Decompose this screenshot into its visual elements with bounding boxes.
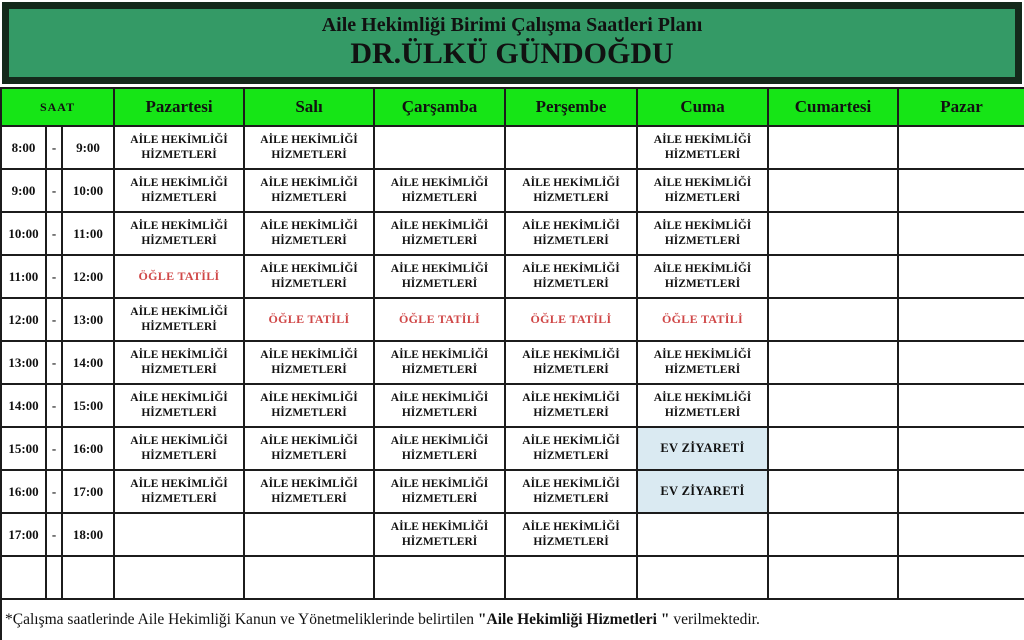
- time-end: 10:00: [62, 169, 114, 212]
- schedule-cell-carsamba-1700: AİLE HEKİMLİĞİ HİZMETLERİ: [374, 513, 505, 556]
- schedule-cell-cumartesi-1100: [768, 255, 898, 298]
- footnote-suffix: verilmektedir.: [669, 611, 760, 628]
- schedule-cell-cuma-1600: EV ZİYARETİ: [637, 470, 768, 513]
- time-end: 11:00: [62, 212, 114, 255]
- schedule-cell-cumartesi-1500: [768, 427, 898, 470]
- schedule-cell-pazartesi-1700: [114, 513, 244, 556]
- schedule-cell-pazar-1600: [898, 470, 1024, 513]
- schedule-cell-pazartesi-1500: AİLE HEKİMLİĞİ HİZMETLERİ: [114, 427, 244, 470]
- schedule-cell-sali-1200: ÖĞLE TATİLİ: [244, 298, 374, 341]
- schedule-cell-pazartesi-1300: AİLE HEKİMLİĞİ HİZMETLERİ: [114, 341, 244, 384]
- schedule-cell-persembe-1200: ÖĞLE TATİLİ: [505, 298, 637, 341]
- table-row: [1, 212, 1024, 255]
- table-row: [1, 556, 1024, 599]
- column-header-pazar: Pazar: [898, 88, 1024, 126]
- table-row: [1, 255, 1024, 298]
- time-dash: -: [46, 212, 62, 255]
- schedule-cell-pazar-1200: [898, 298, 1024, 341]
- schedule-cell-pazar-1100: [898, 255, 1024, 298]
- time-start: 11:00: [1, 255, 46, 298]
- schedule-cell-cuma-800: AİLE HEKİMLİĞİ HİZMETLERİ: [637, 126, 768, 169]
- schedule-cell-pazartesi-1600: AİLE HEKİMLİĞİ HİZMETLERİ: [114, 470, 244, 513]
- schedule-cell-cumartesi-900: [768, 169, 898, 212]
- schedule-cell-pazartesi-1000: AİLE HEKİMLİĞİ HİZMETLERİ: [114, 212, 244, 255]
- schedule-cell-sali-1300: AİLE HEKİMLİĞİ HİZMETLERİ: [244, 341, 374, 384]
- time-start: 12:00: [1, 298, 46, 341]
- schedule-cell-cuma-1500: EV ZİYARETİ: [637, 427, 768, 470]
- schedule-cell-cuma-900: AİLE HEKİMLİĞİ HİZMETLERİ: [637, 169, 768, 212]
- schedule-cell-cuma-extra: [637, 556, 768, 599]
- plan-title: Aile Hekimliği Birimi Çalışma Saatleri Planı: [321, 14, 703, 36]
- column-header-saat: SAAT: [1, 88, 114, 126]
- schedule-cell-persembe-1700: AİLE HEKİMLİĞİ HİZMETLERİ: [505, 513, 637, 556]
- time-end: 17:00: [62, 470, 114, 513]
- schedule-cell-pazartesi-800: AİLE HEKİMLİĞİ HİZMETLERİ: [114, 126, 244, 169]
- schedule-cell-cuma-1300: AİLE HEKİMLİĞİ HİZMETLERİ: [637, 341, 768, 384]
- schedule-cell-pazartesi-1200: AİLE HEKİMLİĞİ HİZMETLERİ: [114, 298, 244, 341]
- time-start: 10:00: [1, 212, 46, 255]
- schedule-cell-cuma-1200: ÖĞLE TATİLİ: [637, 298, 768, 341]
- column-header-cuma: Cuma: [637, 88, 768, 126]
- footnote-prefix: *Çalışma saatlerinde Aile Hekimliği Kanun ve Yönetmeliklerinde belirtilen: [5, 611, 478, 628]
- time-start: 9:00: [1, 169, 46, 212]
- schedule-cell-persembe-900: AİLE HEKİMLİĞİ HİZMETLERİ: [505, 169, 637, 212]
- time-end: 16:00: [62, 427, 114, 470]
- schedule-cell-pazar-extra: [898, 556, 1024, 599]
- schedule-cell-sali-1600: AİLE HEKİMLİĞİ HİZMETLERİ: [244, 470, 374, 513]
- schedule-cell-cumartesi-1700: [768, 513, 898, 556]
- schedule-cell-sali-1500: AİLE HEKİMLİĞİ HİZMETLERİ: [244, 427, 374, 470]
- schedule-cell-pazar-1700: [898, 513, 1024, 556]
- time-start: 15:00: [1, 427, 46, 470]
- schedule-cell-cuma-1100: AİLE HEKİMLİĞİ HİZMETLERİ: [637, 255, 768, 298]
- time-start: 16:00: [1, 470, 46, 513]
- schedule-cell-cumartesi-800: [768, 126, 898, 169]
- schedule-cell-carsamba-800: [374, 126, 505, 169]
- time-end: 14:00: [62, 341, 114, 384]
- time-start: 14:00: [1, 384, 46, 427]
- title-banner: [2, 2, 1022, 84]
- time-dash: -: [46, 384, 62, 427]
- schedule-cell-cuma-1400: AİLE HEKİMLİĞİ HİZMETLERİ: [637, 384, 768, 427]
- time-dash: -: [46, 126, 62, 169]
- schedule-cell-cuma-1700: [637, 513, 768, 556]
- schedule-cell-persembe-1100: AİLE HEKİMLİĞİ HİZMETLERİ: [505, 255, 637, 298]
- time-end: 9:00: [62, 126, 114, 169]
- table-row: [1, 169, 1024, 212]
- schedule-table: [0, 87, 1024, 600]
- time-dash: -: [46, 341, 62, 384]
- time-dash: -: [46, 427, 62, 470]
- schedule-cell-carsamba-extra: [374, 556, 505, 599]
- schedule-cell-pazartesi-extra: [114, 556, 244, 599]
- footnote-bold: "Aile Hekimliği Hizmetleri ": [477, 611, 670, 628]
- column-header-cumartesi: Cumartesi: [768, 88, 898, 126]
- column-header-persembe: Perşembe: [505, 88, 637, 126]
- schedule-cell-pazartesi-900: AİLE HEKİMLİĞİ HİZMETLERİ: [114, 169, 244, 212]
- time-start: 17:00: [1, 513, 46, 556]
- schedule-cell-cumartesi-1300: [768, 341, 898, 384]
- schedule-cell-persembe-1600: AİLE HEKİMLİĞİ HİZMETLERİ: [505, 470, 637, 513]
- time-start: 8:00: [1, 126, 46, 169]
- table-row: [1, 341, 1024, 384]
- time-end: 18:00: [62, 513, 114, 556]
- table-row: [1, 298, 1024, 341]
- schedule-cell-sali-1400: AİLE HEKİMLİĞİ HİZMETLERİ: [244, 384, 374, 427]
- schedule-cell-sali-extra: [244, 556, 374, 599]
- schedule-cell-carsamba-1400: AİLE HEKİMLİĞİ HİZMETLERİ: [374, 384, 505, 427]
- schedule-cell-pazar-900: [898, 169, 1024, 212]
- table-row: [1, 427, 1024, 470]
- schedule-cell-persembe-1500: AİLE HEKİMLİĞİ HİZMETLERİ: [505, 427, 637, 470]
- table-row: [1, 126, 1024, 169]
- time-dash: [46, 556, 62, 599]
- column-header-carsamba: Çarşamba: [374, 88, 505, 126]
- schedule-cell-carsamba-1000: AİLE HEKİMLİĞİ HİZMETLERİ: [374, 212, 505, 255]
- schedule-cell-cumartesi-1600: [768, 470, 898, 513]
- schedule-cell-persembe-800: [505, 126, 637, 169]
- schedule-cell-cumartesi-1000: [768, 212, 898, 255]
- schedule-cell-carsamba-1500: AİLE HEKİMLİĞİ HİZMETLERİ: [374, 427, 505, 470]
- schedule-cell-carsamba-900: AİLE HEKİMLİĞİ HİZMETLERİ: [374, 169, 505, 212]
- schedule-cell-persembe-1300: AİLE HEKİMLİĞİ HİZMETLERİ: [505, 341, 637, 384]
- time-start: [1, 556, 46, 599]
- time-end: 13:00: [62, 298, 114, 341]
- schedule-cell-persembe-1000: AİLE HEKİMLİĞİ HİZMETLERİ: [505, 212, 637, 255]
- schedule-cell-cuma-1000: AİLE HEKİMLİĞİ HİZMETLERİ: [637, 212, 768, 255]
- time-end: 12:00: [62, 255, 114, 298]
- schedule-cell-pazar-1300: [898, 341, 1024, 384]
- schedule-cell-carsamba-1300: AİLE HEKİMLİĞİ HİZMETLERİ: [374, 341, 505, 384]
- schedule-cell-pazartesi-1100: ÖĞLE TATİLİ: [114, 255, 244, 298]
- doctor-name: DR.ÜLKÜ GÜNDOĞDU: [350, 37, 674, 70]
- column-header-sali: Salı: [244, 88, 374, 126]
- schedule-cell-carsamba-1600: AİLE HEKİMLİĞİ HİZMETLERİ: [374, 470, 505, 513]
- schedule-cell-carsamba-1200: ÖĞLE TATİLİ: [374, 298, 505, 341]
- time-dash: -: [46, 298, 62, 341]
- schedule-cell-sali-800: AİLE HEKİMLİĞİ HİZMETLERİ: [244, 126, 374, 169]
- time-start: 13:00: [1, 341, 46, 384]
- header-row: [1, 88, 1024, 126]
- schedule-cell-pazar-1500: [898, 427, 1024, 470]
- schedule-cell-sali-900: AİLE HEKİMLİĞİ HİZMETLERİ: [244, 169, 374, 212]
- time-dash: -: [46, 513, 62, 556]
- schedule-cell-pazar-1400: [898, 384, 1024, 427]
- table-row: [1, 470, 1024, 513]
- schedule-cell-sali-1100: AİLE HEKİMLİĞİ HİZMETLERİ: [244, 255, 374, 298]
- time-dash: -: [46, 169, 62, 212]
- schedule-cell-carsamba-1100: AİLE HEKİMLİĞİ HİZMETLERİ: [374, 255, 505, 298]
- table-row: [1, 384, 1024, 427]
- schedule-cell-sali-1000: AİLE HEKİMLİĞİ HİZMETLERİ: [244, 212, 374, 255]
- schedule-cell-persembe-1400: AİLE HEKİMLİĞİ HİZMETLERİ: [505, 384, 637, 427]
- schedule-cell-cumartesi-1200: [768, 298, 898, 341]
- footnote: [0, 600, 1024, 640]
- time-dash: -: [46, 255, 62, 298]
- schedule-cell-sali-1700: [244, 513, 374, 556]
- schedule-cell-pazar-1000: [898, 212, 1024, 255]
- table-row: [1, 513, 1024, 556]
- schedule-body: [1, 126, 1024, 599]
- time-end: 15:00: [62, 384, 114, 427]
- schedule-cell-cumartesi-extra: [768, 556, 898, 599]
- time-dash: -: [46, 470, 62, 513]
- schedule-cell-persembe-extra: [505, 556, 637, 599]
- schedule-cell-pazar-800: [898, 126, 1024, 169]
- schedule-cell-cumartesi-1400: [768, 384, 898, 427]
- time-end: [62, 556, 114, 599]
- schedule-cell-pazartesi-1400: AİLE HEKİMLİĞİ HİZMETLERİ: [114, 384, 244, 427]
- column-header-pazartesi: Pazartesi: [114, 88, 244, 126]
